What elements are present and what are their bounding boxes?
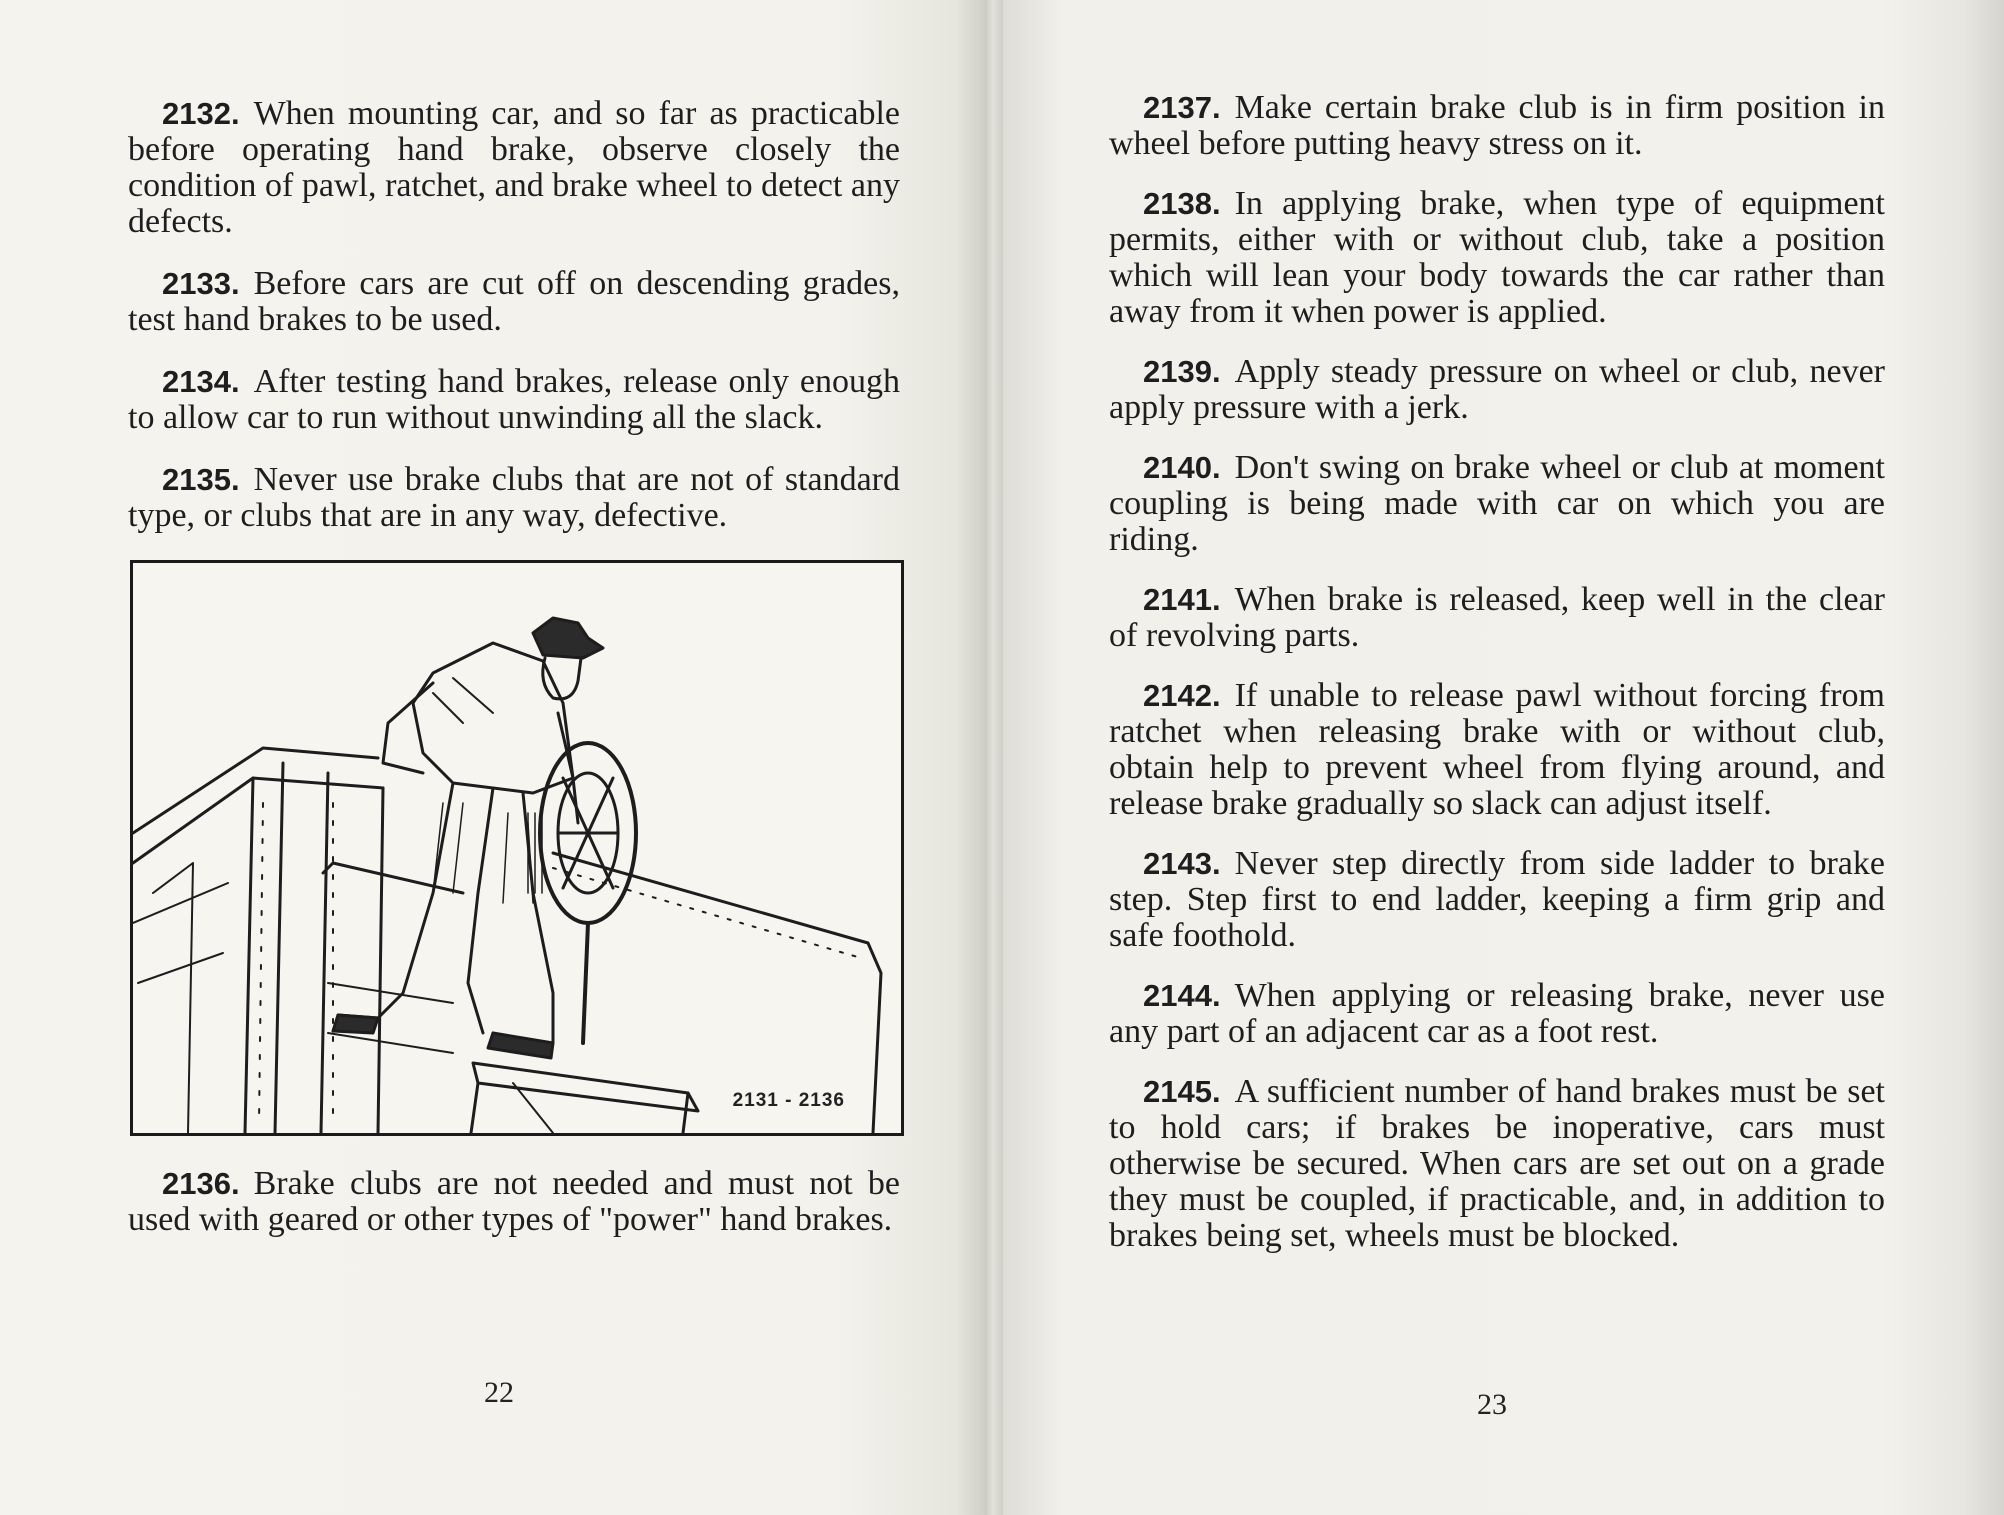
rule-text: In applying brake, when type of equipment permits, either with or without club, take a position which will lean your body towards the car rather than away from it when power is applied. — [1109, 185, 1885, 330]
left-page — [0, 0, 985, 1515]
rule-text: When applying or releasing brake, never use any part of an adjacent car as a foot rest. — [1109, 977, 1885, 1050]
rule-text: Don't swing on brake wheel or club at moment coupling is being made with car on which you are riding. — [1109, 449, 1885, 558]
rule-paragraph — [128, 1166, 900, 1238]
rule-paragraph — [128, 462, 900, 534]
right-page — [1003, 0, 2004, 1515]
rule-paragraph — [128, 96, 900, 240]
rule-text: Never step directly from side ladder to brake step. Step first to end ladder, keeping a firm grip and safe foothold. — [1109, 845, 1885, 954]
rule-text: Brake clubs are not needed and must not be used with geared or other types of "power" hand brakes. — [128, 1165, 900, 1238]
rule-text: If unable to release pawl without forcing from ratchet when releasing brake with or without club, obtain help to prevent wheel from flying around, and release brake gradually so slack can adjust itself. — [1109, 677, 1885, 822]
rule-text: Apply steady pressure on wheel or club, never apply pressure with a jerk. — [1109, 353, 1885, 426]
page-number: 22 — [484, 1376, 514, 1409]
rule-paragraph — [128, 364, 900, 436]
rule-paragraph — [1109, 1074, 1885, 1254]
rule-number: 2138. — [1143, 186, 1221, 221]
rule-number: 2143. — [1143, 846, 1221, 881]
rule-text: When brake is released, keep well in the clear of revolving parts. — [1109, 581, 1885, 654]
rule-paragraph — [1109, 186, 1885, 330]
rule-text: Before cars are cut off on descending grades, test hand brakes to be used. — [128, 265, 900, 338]
rule-number: 2139. — [1143, 354, 1221, 389]
left-text-column — [128, 96, 900, 1264]
rule-paragraph — [1109, 846, 1885, 954]
rule-paragraph — [1109, 978, 1885, 1050]
right-text-column — [1109, 90, 1885, 1278]
rule-number: 2144. — [1143, 978, 1221, 1013]
rule-text: A sufficient number of hand brakes must be set to hold cars; if brakes be inoperative, cars must otherwise be secured. When cars are set out on a grade they must be coupled, if practicable, and, in addition to brakes being set, wheels must be blocked. — [1109, 1073, 1885, 1254]
rule-text: Make certain brake club is in firm position in wheel before putting heavy stress on it. — [1109, 89, 1885, 162]
illustration-frame — [130, 560, 904, 1136]
rule-number: 2134. — [162, 364, 240, 399]
rule-text: Never use brake clubs that are not of standard type, or clubs that are in any way, defective. — [128, 461, 900, 534]
rule-paragraph — [1109, 354, 1885, 426]
rule-text: After testing hand brakes, release only enough to allow car to run without unwinding all the slack. — [128, 363, 900, 436]
rule-number: 2140. — [1143, 450, 1221, 485]
rule-paragraph — [128, 266, 900, 338]
rule-number: 2142. — [1143, 678, 1221, 713]
page-number: 23 — [1477, 1388, 1507, 1421]
rule-paragraph — [1109, 450, 1885, 558]
rule-paragraph — [1109, 582, 1885, 654]
trainman-on-brake-step-icon — [133, 563, 901, 1133]
rule-number: 2133. — [162, 266, 240, 301]
rule-number: 2136. — [162, 1166, 240, 1201]
rule-number: 2145. — [1143, 1074, 1221, 1109]
rule-paragraph — [1109, 90, 1885, 162]
rule-number: 2137. — [1143, 90, 1221, 125]
rule-text: When mounting car, and so far as practicable before operating hand brake, observe closely the condition of pawl, ratchet, and brake wheel to detect any defects. — [128, 95, 900, 240]
rule-number: 2141. — [1143, 582, 1221, 617]
figure-code-label: 2131 - 2136 — [732, 1090, 845, 1111]
rule-paragraph — [1109, 678, 1885, 822]
book-gutter — [985, 0, 1003, 1515]
rule-number: 2132. — [162, 96, 240, 131]
rule-number: 2135. — [162, 462, 240, 497]
